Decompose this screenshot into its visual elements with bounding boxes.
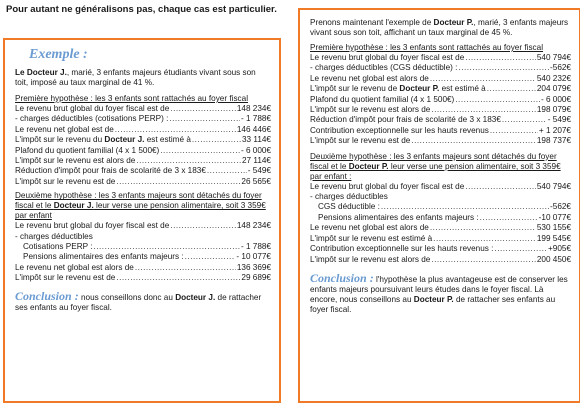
calc-label: - charges déductibles (15, 231, 93, 241)
case-description: Prenons maintenant l'exemple de Docteur P., marié, 3 enfants majeurs vivant sous son toit, affichant un taux marginal de 45 %. (310, 18, 569, 37)
calc-value: - 1 788€ (240, 242, 271, 252)
calc-value: - 549€ (247, 166, 271, 176)
dot-leader (185, 252, 236, 262)
hypothesis-one-rows (310, 53, 571, 147)
calc-label: L'impôt sur le revenu est de (15, 176, 116, 186)
calc-label: Réduction d'impôt pour frais de scolarité de 3 x 183€ (15, 166, 206, 176)
hypothesis-two-title: Deuxième hypothèse : les 3 enfants majeurs sont détachés du foyer fiscal et le Docteur P. leur verse une pension alimentaire, soit 3 359€ par enfant : (310, 151, 561, 181)
calc-row (15, 156, 271, 166)
calc-row (310, 234, 571, 244)
calc-label: Le revenu net global est de (15, 124, 114, 134)
conclusion-heading: Conclusion : (310, 270, 374, 285)
hypothesis-two-rows (310, 182, 571, 265)
calc-value: 540 794€ (536, 181, 571, 191)
calc-row (310, 84, 571, 94)
dot-leader (490, 126, 538, 136)
calc-row (15, 114, 271, 124)
calc-value: 29 689€ (241, 273, 271, 283)
calc-row (310, 115, 571, 125)
calc-label: Le revenu brut global du foyer fiscal est de (15, 221, 170, 231)
calc-row (15, 125, 271, 135)
calc-row (15, 135, 271, 145)
calc-row (310, 182, 571, 192)
calc-row (15, 166, 271, 176)
dot-leader (458, 63, 549, 73)
calc-label: Cotisations PERP : (23, 242, 93, 252)
dot-leader (116, 177, 240, 187)
calc-label: Contribution exceptionnelle sur les hauts revenus : (310, 244, 494, 254)
calc-label: L'impôt sur le revenu est estimé à (310, 233, 433, 243)
calc-row (15, 146, 271, 156)
dot-leader (455, 95, 540, 105)
dot-leader (465, 182, 536, 192)
calc-row (15, 252, 271, 262)
dot-leader (502, 115, 547, 125)
dot-leader (169, 114, 240, 124)
example-box-doctor-p (298, 8, 580, 403)
calc-value: +905€ (548, 244, 571, 254)
calc-value: 204 079€ (536, 84, 571, 94)
hypothesis-one-rows (15, 104, 271, 187)
calc-row (310, 53, 571, 63)
dot-leader (207, 166, 247, 176)
calc-value: + 1 207€ (538, 125, 571, 135)
calc-label: Le revenu net global est alors de (310, 223, 429, 233)
calc-value: -562€ (550, 202, 571, 212)
calc-label: L'impôt sur le revenu est alors de (310, 254, 431, 264)
calc-row (310, 126, 571, 136)
dot-leader (160, 146, 240, 156)
calc-value: - 6 000€ (240, 145, 271, 155)
calc-label: Pensions alimentaires des enfants majeurs : (23, 252, 184, 262)
calc-label: Plafond du quotient familial (4 x 1 500€) (310, 94, 455, 104)
conclusion: Conclusion : nous conseillons donc au Docteur J. de rattacher ses enfants au foyer fiscal. (15, 288, 262, 312)
calc-row (15, 242, 271, 252)
calc-value: 198 079€ (536, 105, 571, 115)
calc-row (15, 232, 271, 242)
dot-leader (135, 263, 236, 273)
hypothesis-two-title: Deuxième hypothèse : les 3 enfants majeurs sont détachés du foyer fiscal et le Docteur J. leur verse une pension alimentaire, soit 3 359€ par enfant (15, 191, 266, 221)
calc-row (15, 273, 271, 283)
calc-row (310, 202, 571, 212)
dot-leader (192, 135, 241, 145)
dot-leader (170, 221, 236, 231)
calc-row (310, 63, 571, 73)
dot-leader (431, 105, 536, 115)
dot-leader (411, 136, 536, 146)
hypothesis-two-rows (15, 221, 271, 283)
calc-row (310, 192, 571, 202)
dot-leader (494, 244, 547, 254)
calc-row (310, 136, 571, 146)
calc-row (310, 74, 571, 84)
example-box-doctor-j (3, 38, 281, 403)
dot-leader (431, 255, 536, 265)
calc-value: 136 369€ (236, 262, 271, 272)
calc-label: L'impôt sur le revenu est de (310, 136, 411, 146)
calc-label: - charges déductibles (cotisations PERP) : (15, 114, 169, 124)
dot-leader (136, 156, 241, 166)
calc-row (310, 223, 571, 233)
calc-label: Le revenu brut global du foyer fiscal est de (15, 104, 170, 113)
calc-value: 146 446€ (236, 124, 271, 134)
calc-value: 540 794€ (536, 53, 571, 62)
dot-leader (170, 104, 236, 114)
dot-leader (430, 74, 536, 84)
dot-leader (430, 223, 536, 233)
calc-row (310, 213, 571, 223)
calc-row (310, 244, 571, 254)
calc-value: 200 450€ (536, 254, 571, 264)
conclusion-heading: Conclusion : (15, 288, 79, 303)
calc-value: 33 114€ (242, 135, 271, 145)
calc-value: 27 114€ (242, 156, 271, 166)
calc-row (310, 105, 571, 115)
dot-leader (115, 125, 236, 135)
case-description: Le Docteur J., marié, 3 enfants majeurs étudiants vivant sous son toit, imposé au taux marginal de 41 %. (15, 68, 256, 87)
dot-leader (487, 84, 536, 94)
calc-label: Le revenu net global est alors de (15, 262, 134, 272)
calc-label: - charges déductibles (CGS déductible) : (310, 63, 458, 73)
calc-value: 148 234€ (236, 221, 271, 231)
calc-label: L'impôt sur le revenu du Docteur J. est estimé à (15, 135, 191, 145)
intro-text: Pour autant ne généralisons pas, chaque cas est particulier. (6, 4, 277, 15)
calc-value: - 10 077€ (236, 252, 271, 262)
calc-label: Plafond du quotient familial (4 x 1 500€) (15, 145, 160, 155)
calc-label: Le revenu brut global du foyer fiscal est de (310, 53, 465, 62)
calc-label: Pensions alimentaires des enfants majeurs : (318, 212, 479, 222)
calc-row (310, 95, 571, 105)
dot-leader (116, 273, 240, 283)
calc-label: L'impôt sur le revenu est alors de (15, 156, 136, 166)
calc-value: 540 232€ (536, 73, 571, 83)
calc-row (15, 177, 271, 187)
dot-leader (465, 53, 536, 63)
calc-label: L'impôt sur le revenu est alors de (310, 105, 431, 115)
calc-label: Le revenu net global est alors de (310, 73, 429, 83)
calc-value: - 6 000€ (540, 94, 571, 104)
calc-label: - charges déductibles (310, 192, 388, 202)
calc-label: L'impôt sur le revenu de Docteur P. est estimé à (310, 84, 486, 94)
conclusion: Conclusion : l'hypothèse la plus avantageuse est de conserver les enfants majeurs poursuivant leurs études dans le foyer fiscal. Là encore, nous conseillons au Docteur P. de rattacher ses enfants au foyer fiscal. (310, 270, 568, 314)
calc-row (15, 263, 271, 273)
calc-value: - 549€ (547, 115, 571, 125)
calc-label: CGS déductible : (318, 202, 380, 212)
calc-value: -562€ (550, 63, 571, 73)
calc-label: L'impôt sur le revenu est de (15, 273, 116, 283)
hypothesis-one-title: Première hypothèse : les 3 enfants sont rattachés au foyer fiscal (15, 94, 249, 103)
dot-leader (93, 242, 239, 252)
calc-value: 530 155€ (536, 223, 571, 233)
calc-value: 26 565€ (241, 176, 271, 186)
dot-leader (480, 213, 538, 223)
calc-value: 198 737€ (536, 136, 571, 146)
hypothesis-one-title: Première hypothèse : les 3 enfants sont rattachés au foyer fiscal (310, 43, 544, 52)
calc-row (15, 104, 271, 114)
calc-label: Réduction d'impôt pour frais de scolarité de 3 x 183€ (310, 115, 501, 125)
calc-label: Contribution exceptionnelle sur les hauts revenus (310, 125, 489, 135)
dot-leader (381, 202, 549, 212)
calc-value: 148 234€ (236, 104, 271, 113)
example-heading: Exemple : (29, 47, 88, 62)
calc-value: 199 545€ (536, 233, 571, 243)
calc-row (15, 221, 271, 231)
calc-value: - 1 788€ (240, 114, 271, 124)
calc-label: Le revenu brut global du foyer fiscal est de (310, 181, 465, 191)
calc-row (310, 255, 571, 265)
calc-value: -10 077€ (538, 212, 571, 222)
dot-leader (433, 234, 536, 244)
